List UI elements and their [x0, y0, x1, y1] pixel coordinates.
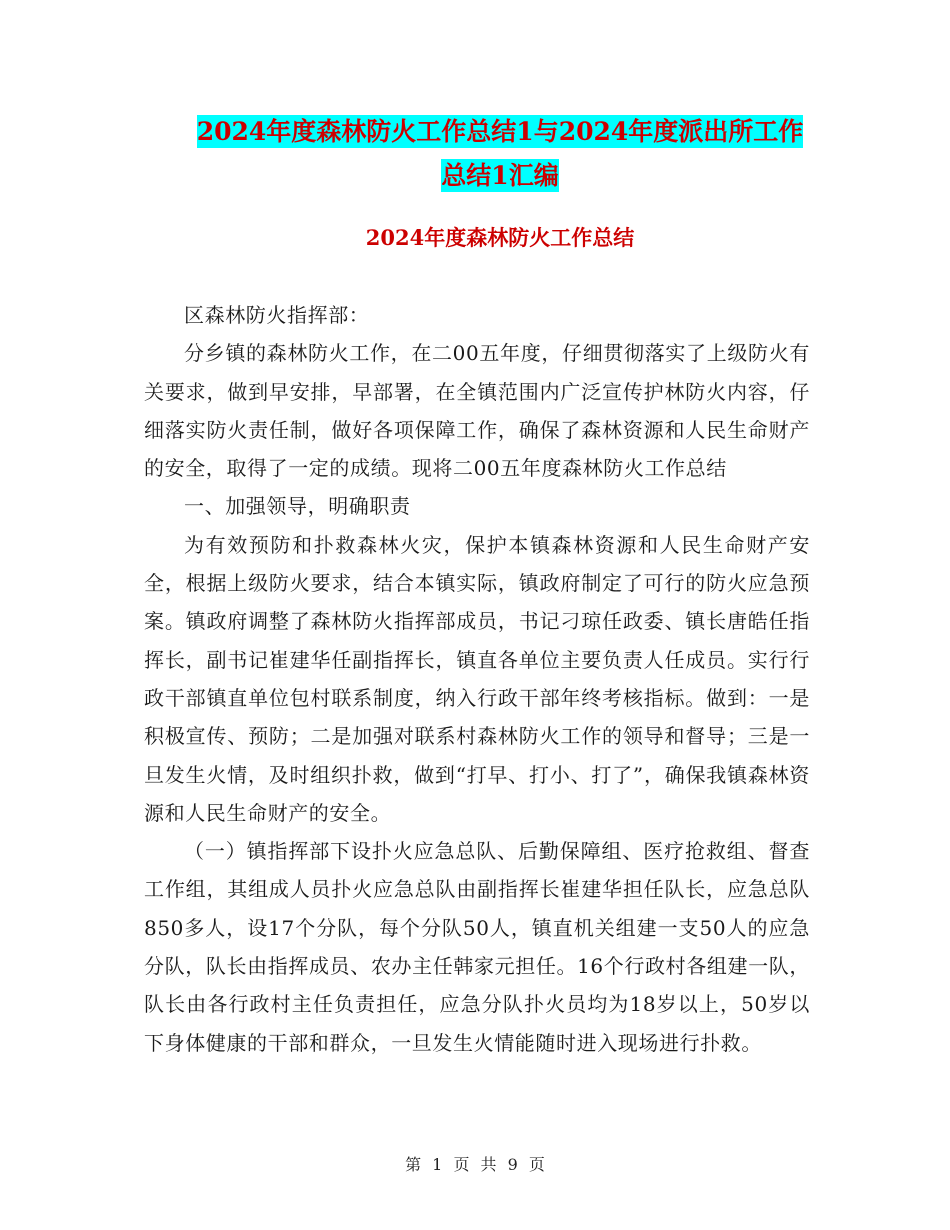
organization-paragraph: （一）镇指挥部下设扑火应急总队、后勤保障组、医疗抢救组、督查工作组，其组成人员扑火应急总队由副指挥长崔建华担任队长，应急总队850多人，设17个分队，每个分队50人，镇直机关组建一支50人的应急分队，队长由指挥成员、农办主任韩家元担任。16个行政村各组建一队，队长由各行政村主任负责担任，应急分队扑火员均为18岁以上，50岁以下身体健康的干部和群众，一旦发生火情能随时进入现场进行扑救。: [144, 839, 810, 1055]
document-title-continued: [120, 150, 880, 202]
intro-paragraph: 分乡镇的森林防火工作，在二00五年度，仔细贯彻落实了上级防火有关要求，做到早安排，早部署，在全镇范围内广泛宣传护林防火内容，仔细落实防火责任制，做好各项保障工作，确保了森林资源和人民生命财产的安全，取得了一定的成绩。现将二00五年度森林防火工作总结: [144, 341, 810, 481]
document-title-line-2: 总结1汇编: [441, 161, 559, 190]
page-footer: 第 1 页 共 9 页: [405, 1155, 545, 1174]
section-heading-paragraph: 一、加强领导，明确职责: [184, 494, 411, 519]
document-body: [144, 296, 810, 1062]
salutation-paragraph: 区森林防火指挥部：: [184, 303, 370, 327]
section-title: 2024年度森林防火工作总结: [365, 225, 635, 250]
leadership-paragraph: 为有效预防和扑救森林火灾，保护本镇森林资源和人民生命财产安全，根据上级防火要求，结合本镇实际，镇政府制定了可行的防火应急预案。镇政府调整了森林防火指挥部成员，书记刁琼任政委、镇长唐皓任指挥长，副书记崔建华任副指挥长，镇直各单位主要负责人任成员。实行行政干部镇直单位包村联系制度，纳入行政干部年终考核指标。做到：一是积极宣传、预防；二是加强对联系村森林防火工作的领导和督导；三是一旦发生火情，及时组织扑救，做到“打早、打小、打了”，确保我镇森林资源和人民生命财产的安全。: [144, 532, 810, 825]
document-title-line-1: 2024年度森林防火工作总结1与2024年度派出所工作: [196, 117, 804, 146]
